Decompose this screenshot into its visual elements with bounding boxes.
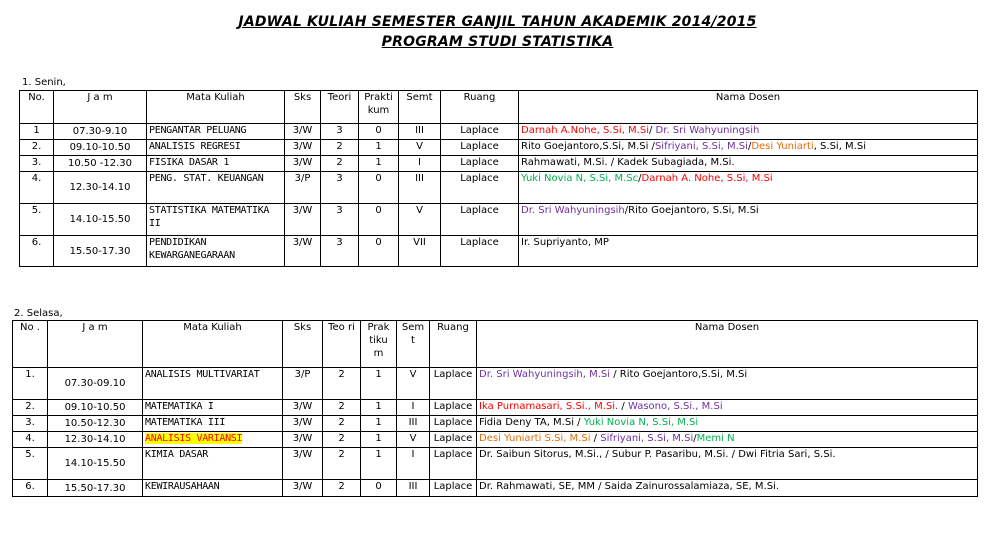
- cell-sks: 3/W: [285, 156, 321, 172]
- page-title: JADWAL KULIAH SEMESTER GANJIL TAHUN AKADEMIK 2014/2015: [238, 14, 757, 30]
- cell-praktikum: 1: [361, 448, 397, 480]
- cell-nama-dosen: [477, 416, 978, 432]
- header-teori: Teo ri: [323, 321, 361, 368]
- cell-sks: 3/W: [283, 448, 323, 480]
- lecturer-name: Yuki Novia N, S.Si, M.Sc: [521, 173, 639, 184]
- table-row: [13, 368, 978, 400]
- page-subtitle: PROGRAM STUDI STATISTIKA: [381, 34, 614, 50]
- table-row: [20, 236, 978, 267]
- lecturer-name: Dr. Sri Wahyuningsih: [655, 125, 760, 136]
- lecturer-name: Darnah A.Nohe, S.Si, M.Si: [521, 125, 649, 136]
- table-row: [13, 400, 978, 416]
- cell-ruang: Laplace: [430, 400, 477, 416]
- schedule-table-senin: [19, 90, 978, 267]
- lecturer-name: Wasono, S.Si., M.Si: [627, 401, 723, 412]
- lecturer-name: Sifriyani, S.Si, M.Si: [654, 141, 748, 152]
- cell-semt: I: [397, 448, 430, 480]
- cell-sks: 3/W: [283, 432, 323, 448]
- cell-semt: III: [397, 480, 430, 497]
- cell-no: 3.: [13, 416, 48, 432]
- cell-jam: 09.10-10.50: [48, 400, 143, 416]
- cell-praktikum: 1: [361, 432, 397, 448]
- cell-teori: 2: [321, 156, 359, 172]
- cell-ruang: Laplace: [441, 124, 519, 140]
- lecturer-name: /: [648, 125, 656, 136]
- cell-no: 2.: [13, 400, 48, 416]
- cell-nama-dosen: [519, 172, 978, 204]
- lecturer-name: / Rito Goejantoro,S.Si, M.Si: [610, 369, 748, 380]
- lecturer-name: Fidia Deny TA, M.Si: [479, 417, 574, 428]
- lecturer-name: /: [693, 433, 697, 444]
- cell-nama-dosen: [519, 204, 978, 236]
- cell-nama-dosen: [477, 400, 978, 416]
- cell-nama-dosen: [477, 432, 978, 448]
- cell-jam: 09.10-10.50: [54, 140, 147, 156]
- header-jam: J a m: [54, 91, 147, 124]
- cell-praktikum: 1: [359, 140, 399, 156]
- cell-semt: III: [399, 124, 441, 140]
- table-row: [20, 140, 978, 156]
- cell-nama-dosen: [477, 448, 978, 480]
- cell-teori: 3: [321, 236, 359, 267]
- cell-teori: 2: [323, 480, 361, 497]
- cell-nama-dosen: [519, 236, 978, 267]
- cell-semt: V: [397, 368, 430, 400]
- cell-sks: 3/W: [285, 124, 321, 140]
- cell-semt: VII: [399, 236, 441, 267]
- lecturer-name: Dr. Sri Wahyuningsih, M.Si: [479, 369, 611, 380]
- lecturer-name: /: [590, 433, 601, 444]
- schedule-table-selasa: [12, 320, 978, 497]
- cell-mata-kuliah: FISIKA DASAR 1: [147, 156, 285, 172]
- lecturer-name: /: [618, 401, 628, 412]
- cell-jam: 07.30-09.10: [48, 368, 143, 400]
- header-praktikum: Prakti kum: [359, 91, 399, 124]
- lecturer-name: Dr. Saibun Sitorus, M.Si., / Subur P. Pasaribu, M.Si. / Dwi Fitria Sari, S.Si.: [479, 449, 836, 460]
- cell-sks: 3/P: [285, 172, 321, 204]
- table-row: [20, 204, 978, 236]
- cell-nama-dosen: [519, 140, 978, 156]
- cell-no: 2.: [20, 140, 54, 156]
- header-mata-kuliah: Mata Kuliah: [147, 91, 285, 124]
- cell-praktikum: 0: [361, 480, 397, 497]
- cell-sks: 3/W: [285, 204, 321, 236]
- lecturer-name: Rahmawati, M.Si. / Kadek Subagiada, M.Si.: [521, 157, 735, 168]
- day-label-selasa: 2. Selasa,: [14, 308, 63, 319]
- cell-semt: III: [399, 172, 441, 204]
- cell-jam: 12.30-14.10: [48, 432, 143, 448]
- cell-sks: 3/W: [283, 400, 323, 416]
- table-row: [13, 448, 978, 480]
- cell-teori: 2: [323, 416, 361, 432]
- cell-teori: 2: [323, 448, 361, 480]
- table-row: [13, 416, 978, 432]
- cell-semt: V: [399, 204, 441, 236]
- cell-ruang: Laplace: [430, 416, 477, 432]
- header-jam: J a m: [48, 321, 143, 368]
- cell-mata-kuliah: KEWIRAUSAHAAN: [143, 480, 283, 497]
- cell-jam: 15.50-17.30: [48, 480, 143, 497]
- cell-no: 1: [20, 124, 54, 140]
- cell-teori: 2: [323, 368, 361, 400]
- lecturer-name: Darnah A. Nohe, S.Si, M.Si: [641, 173, 773, 184]
- lecturer-name: /: [574, 417, 584, 428]
- cell-ruang: Laplace: [430, 368, 477, 400]
- cell-mata-kuliah: [143, 432, 283, 448]
- cell-praktikum: 0: [359, 236, 399, 267]
- header-semt: Semt: [399, 91, 441, 124]
- header-nama-dosen: Nama Dosen: [519, 91, 978, 124]
- table-row: [20, 156, 978, 172]
- header-no: No.: [20, 91, 54, 124]
- lecturer-name: Ir. Supriyanto, MP: [521, 237, 609, 248]
- header-no: No .: [13, 321, 48, 368]
- cell-mata-kuliah: KIMIA DASAR: [143, 448, 283, 480]
- cell-praktikum: 1: [359, 156, 399, 172]
- lecturer-name: Desi Yuniarti: [751, 141, 814, 152]
- cell-praktikum: 1: [361, 368, 397, 400]
- day-label-senin: 1. Senin,: [22, 77, 66, 88]
- cell-praktikum: 0: [359, 172, 399, 204]
- lecturer-name: /: [747, 141, 752, 152]
- cell-ruang: Laplace: [430, 448, 477, 480]
- cell-mata-kuliah: STATISTIKA MATEMATIKA II: [147, 204, 285, 236]
- cell-praktikum: 1: [361, 400, 397, 416]
- cell-sks: 3/W: [285, 140, 321, 156]
- cell-ruang: Laplace: [441, 140, 519, 156]
- cell-no: 6.: [20, 236, 54, 267]
- cell-mata-kuliah: ANALISIS MULTIVARIAT: [143, 368, 283, 400]
- cell-ruang: Laplace: [441, 172, 519, 204]
- cell-jam: 15.50-17.30: [54, 236, 147, 267]
- header-sks: Sks: [283, 321, 323, 368]
- cell-mata-kuliah: MATEMATIKA III: [143, 416, 283, 432]
- lecturer-name: Rito Goejantoro,S.Si, M.Si /: [521, 141, 655, 152]
- cell-praktikum: 1: [361, 416, 397, 432]
- cell-teori: 3: [321, 172, 359, 204]
- header-ruang: Ruang: [441, 91, 519, 124]
- cell-mata-kuliah: MATEMATIKA I: [143, 400, 283, 416]
- cell-no: 5.: [20, 204, 54, 236]
- cell-jam: 07.30-9.10: [54, 124, 147, 140]
- cell-jam: 10.50 -12.30: [54, 156, 147, 172]
- cell-teori: 3: [321, 124, 359, 140]
- cell-mata-kuliah: PENGANTAR PELUANG: [147, 124, 285, 140]
- cell-ruang: Laplace: [430, 480, 477, 497]
- cell-jam: 14.10-15.50: [54, 204, 147, 236]
- cell-no: 1.: [13, 368, 48, 400]
- lecturer-name: Memi N: [696, 433, 735, 444]
- header-teori: Teori: [321, 91, 359, 124]
- cell-ruang: Laplace: [430, 432, 477, 448]
- lecturer-name: /: [638, 173, 642, 184]
- cell-no: 5.: [13, 448, 48, 480]
- header-sks: Sks: [285, 91, 321, 124]
- cell-no: 4.: [13, 432, 48, 448]
- cell-no: 4.: [20, 172, 54, 204]
- cell-praktikum: 0: [359, 124, 399, 140]
- cell-teori: 2: [323, 400, 361, 416]
- cell-jam: 10.50-12.30: [48, 416, 143, 432]
- cell-ruang: Laplace: [441, 236, 519, 267]
- lecturer-name: , S.Si, M.Si: [813, 141, 866, 152]
- table-row: [13, 432, 978, 448]
- cell-jam: 12.30-14.10: [54, 172, 147, 204]
- cell-teori: 3: [321, 204, 359, 236]
- header-mata-kuliah: Mata Kuliah: [143, 321, 283, 368]
- table-row: [20, 124, 978, 140]
- cell-sks: 3/W: [283, 480, 323, 497]
- cell-teori: 2: [323, 432, 361, 448]
- table-row: [20, 172, 978, 204]
- cell-ruang: Laplace: [441, 156, 519, 172]
- lecturer-name: /Rito Goejantoro, S.Si, M.Si: [624, 205, 759, 216]
- cell-sks: 3/W: [283, 416, 323, 432]
- cell-ruang: Laplace: [441, 204, 519, 236]
- lecturer-name: Ika Purnamasari, S.Si., M.Si.: [479, 401, 619, 412]
- header-ruang: Ruang: [430, 321, 477, 368]
- cell-mata-kuliah: PENG. STAT. KEUANGAN: [147, 172, 285, 204]
- cell-nama-dosen: [519, 124, 978, 140]
- lecturer-name: Yuki Novia N, S.Si, M.Si: [583, 417, 699, 428]
- cell-semt: I: [399, 156, 441, 172]
- cell-jam: 14.10-15.50: [48, 448, 143, 480]
- cell-nama-dosen: [477, 368, 978, 400]
- cell-sks: 3/P: [283, 368, 323, 400]
- cell-praktikum: 0: [359, 204, 399, 236]
- cell-semt: III: [397, 416, 430, 432]
- highlighted-course-name: ANALISIS VARIANSI: [145, 433, 243, 444]
- cell-nama-dosen: [477, 480, 978, 497]
- header-nama-dosen: Nama Dosen: [477, 321, 978, 368]
- lecturer-name: Dr. Rahmawati, SE, MM / Saida Zainurossalamiaza, SE, M.Si.: [479, 481, 780, 492]
- header-praktikum: Prak tiku m: [361, 321, 397, 368]
- lecturer-name: Sifriyani, S.Si, M.Si: [600, 433, 694, 444]
- header-semt: Sem t: [397, 321, 430, 368]
- cell-semt: V: [397, 432, 430, 448]
- cell-teori: 2: [321, 140, 359, 156]
- cell-sks: 3/W: [285, 236, 321, 267]
- cell-semt: I: [397, 400, 430, 416]
- table-row: [13, 480, 978, 497]
- cell-nama-dosen: [519, 156, 978, 172]
- cell-mata-kuliah: PENDIDIKAN KEWARGANEGARAAN: [147, 236, 285, 267]
- cell-mata-kuliah: ANALISIS REGRESI: [147, 140, 285, 156]
- cell-semt: V: [399, 140, 441, 156]
- lecturer-name: Desi Yuniarti S.Si, M.Si: [479, 433, 591, 444]
- cell-no: 3.: [20, 156, 54, 172]
- lecturer-name: Dr. Sri Wahyuningsih: [521, 205, 625, 216]
- cell-no: 6.: [13, 480, 48, 497]
